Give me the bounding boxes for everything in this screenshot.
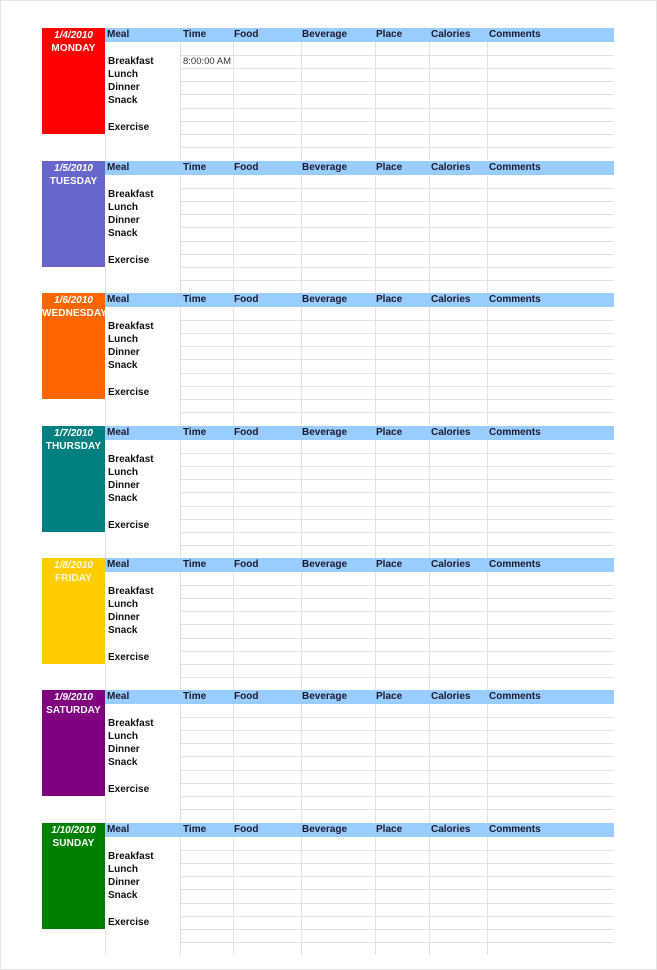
header-beverage[interactable]: Beverage: [302, 294, 348, 305]
header-time[interactable]: Time: [183, 559, 207, 570]
day-block-monday: [42, 28, 614, 160]
meal-snack[interactable]: Snack: [108, 228, 138, 239]
header-food[interactable]: Food: [234, 691, 259, 702]
meal-breakfast[interactable]: Breakfast: [108, 321, 154, 332]
meal-column: [105, 42, 180, 160]
meal-breakfast[interactable]: Breakfast: [108, 718, 154, 729]
header-meal[interactable]: Meal: [107, 427, 130, 438]
header-place[interactable]: Place: [376, 294, 403, 305]
meal-exercise[interactable]: Exercise: [108, 652, 150, 663]
day-name: THURSDAY: [45, 441, 102, 452]
header-time[interactable]: Time: [183, 294, 207, 305]
gridline: [105, 796, 106, 822]
header-calories[interactable]: Calories: [431, 691, 471, 702]
meal-column: [105, 572, 180, 690]
day-date: 1/9/2010: [54, 692, 93, 703]
day-label-cell[interactable]: [42, 293, 105, 399]
meal-lunch[interactable]: Lunch: [108, 69, 138, 80]
entry-grid[interactable]: [180, 704, 614, 822]
header-calories[interactable]: Calories: [431, 427, 471, 438]
day-name: MONDAY: [51, 43, 96, 54]
gridline: [105, 664, 106, 690]
meal-breakfast[interactable]: Breakfast: [108, 454, 154, 465]
meal-breakfast[interactable]: Breakfast: [108, 586, 154, 597]
gridline: [105, 929, 106, 955]
header-time[interactable]: Time: [183, 162, 207, 173]
header-calories[interactable]: Calories: [431, 294, 471, 305]
meal-lunch[interactable]: Lunch: [108, 202, 138, 213]
meal-exercise[interactable]: Exercise: [108, 917, 150, 928]
entry-grid[interactable]: [180, 307, 614, 425]
header-time[interactable]: Time: [183, 29, 207, 40]
day-name: FRIDAY: [55, 573, 92, 584]
day-date: 1/5/2010: [54, 163, 93, 174]
meal-snack[interactable]: Snack: [108, 95, 138, 106]
header-beverage[interactable]: Beverage: [302, 559, 348, 570]
column-header-row: [105, 823, 614, 837]
meal-dinner[interactable]: Dinner: [108, 877, 140, 888]
header-comments[interactable]: Comments: [489, 29, 541, 40]
header-calories[interactable]: Calories: [431, 29, 471, 40]
meal-lunch[interactable]: Lunch: [108, 864, 138, 875]
header-food[interactable]: Food: [234, 162, 259, 173]
day-date: 1/6/2010: [54, 295, 93, 306]
entry-grid[interactable]: [180, 175, 614, 293]
day-name: SATURDAY: [46, 705, 101, 716]
header-calories[interactable]: Calories: [431, 559, 471, 570]
day-label-cell[interactable]: [42, 558, 105, 664]
day-date: 1/8/2010: [54, 560, 93, 571]
day-date: 1/4/2010: [54, 30, 93, 41]
day-block-tuesday: [42, 161, 614, 293]
day-block-thursday: [42, 426, 614, 558]
header-place[interactable]: Place: [376, 427, 403, 438]
entry-grid[interactable]: [180, 572, 614, 690]
header-beverage[interactable]: Beverage: [302, 162, 348, 173]
column-header-row: [105, 426, 614, 440]
meal-lunch[interactable]: Lunch: [108, 731, 138, 742]
meal-dinner[interactable]: Dinner: [108, 612, 140, 623]
gridline: [105, 267, 106, 293]
column-header-row: [105, 293, 614, 307]
header-calories[interactable]: Calories: [431, 824, 471, 835]
header-place[interactable]: Place: [376, 162, 403, 173]
header-time[interactable]: Time: [183, 427, 207, 438]
header-time[interactable]: Time: [183, 691, 207, 702]
header-calories[interactable]: Calories: [431, 162, 471, 173]
day-name: TUESDAY: [49, 176, 98, 187]
meal-dinner[interactable]: Dinner: [108, 744, 140, 755]
header-food[interactable]: Food: [234, 824, 259, 835]
column-header-row: [105, 690, 614, 704]
day-label-cell[interactable]: [42, 161, 105, 267]
day-block-wednesday: [42, 293, 614, 425]
gridline: [105, 532, 106, 558]
breakfast-time-cell[interactable]: 8:00:00 AM: [183, 56, 232, 67]
day-label-cell[interactable]: [42, 28, 105, 134]
meal-lunch[interactable]: Lunch: [108, 599, 138, 610]
header-meal[interactable]: Meal: [107, 559, 130, 570]
meal-dinner[interactable]: Dinner: [108, 215, 140, 226]
header-time[interactable]: Time: [183, 824, 207, 835]
gridline: [105, 134, 106, 160]
meal-breakfast[interactable]: Breakfast: [108, 189, 154, 200]
day-block-sunday: [42, 823, 614, 955]
header-beverage[interactable]: Beverage: [302, 29, 348, 40]
meal-snack[interactable]: Snack: [108, 890, 138, 901]
header-food[interactable]: Food: [234, 427, 259, 438]
header-comments[interactable]: Comments: [489, 427, 541, 438]
meal-lunch[interactable]: Lunch: [108, 334, 138, 345]
header-meal[interactable]: Meal: [107, 162, 130, 173]
meal-column: [105, 175, 180, 293]
entry-grid[interactable]: [180, 440, 614, 558]
day-date: 1/7/2010: [54, 428, 93, 439]
header-food[interactable]: Food: [234, 559, 259, 570]
meal-exercise[interactable]: Exercise: [108, 122, 150, 133]
meal-snack[interactable]: Snack: [108, 757, 138, 768]
column-header-row: [105, 28, 614, 42]
day-label-cell[interactable]: [42, 690, 105, 796]
meal-snack[interactable]: Snack: [108, 360, 138, 371]
gridline: [105, 399, 106, 425]
header-place[interactable]: Place: [376, 824, 403, 835]
header-food[interactable]: Food: [234, 294, 259, 305]
header-place[interactable]: Place: [376, 559, 403, 570]
day-block-saturday: [42, 690, 614, 822]
meal-exercise[interactable]: Exercise: [108, 255, 150, 266]
meal-dinner[interactable]: Dinner: [108, 347, 140, 358]
header-meal[interactable]: Meal: [107, 294, 130, 305]
header-comments[interactable]: Comments: [489, 824, 541, 835]
header-place[interactable]: Place: [376, 29, 403, 40]
meal-lunch[interactable]: Lunch: [108, 467, 138, 478]
entry-grid[interactable]: [180, 42, 614, 160]
header-meal[interactable]: Meal: [107, 824, 130, 835]
header-comments[interactable]: Comments: [489, 294, 541, 305]
header-meal[interactable]: Meal: [107, 29, 130, 40]
header-beverage[interactable]: Beverage: [302, 824, 348, 835]
day-label-cell[interactable]: [42, 426, 105, 532]
meal-column: [105, 704, 180, 822]
day-name: SUNDAY: [52, 838, 95, 849]
meal-breakfast[interactable]: Breakfast: [108, 56, 154, 67]
header-meal[interactable]: Meal: [107, 691, 130, 702]
meal-column: [105, 440, 180, 558]
header-food[interactable]: Food: [234, 29, 259, 40]
meal-dinner[interactable]: Dinner: [108, 480, 140, 491]
header-place[interactable]: Place: [376, 691, 403, 702]
column-header-row: [105, 558, 614, 572]
meal-exercise[interactable]: Exercise: [108, 784, 150, 795]
header-comments[interactable]: Comments: [489, 559, 541, 570]
day-label-cell[interactable]: [42, 823, 105, 929]
meal-snack[interactable]: Snack: [108, 493, 138, 504]
meal-breakfast[interactable]: Breakfast: [108, 851, 154, 862]
entry-grid[interactable]: [180, 837, 614, 955]
meal-column: [105, 837, 180, 955]
header-comments[interactable]: Comments: [489, 162, 541, 173]
meal-exercise[interactable]: Exercise: [108, 387, 150, 398]
day-name: WEDNESDAY: [42, 308, 107, 319]
column-header-row: [105, 161, 614, 175]
meal-column: [105, 307, 180, 425]
meal-snack[interactable]: Snack: [108, 625, 138, 636]
meal-dinner[interactable]: Dinner: [108, 82, 140, 93]
header-beverage[interactable]: Beverage: [302, 691, 348, 702]
header-beverage[interactable]: Beverage: [302, 427, 348, 438]
meal-exercise[interactable]: Exercise: [108, 520, 150, 531]
header-comments[interactable]: Comments: [489, 691, 541, 702]
day-block-friday: [42, 558, 614, 690]
day-date: 1/10/2010: [51, 825, 96, 836]
